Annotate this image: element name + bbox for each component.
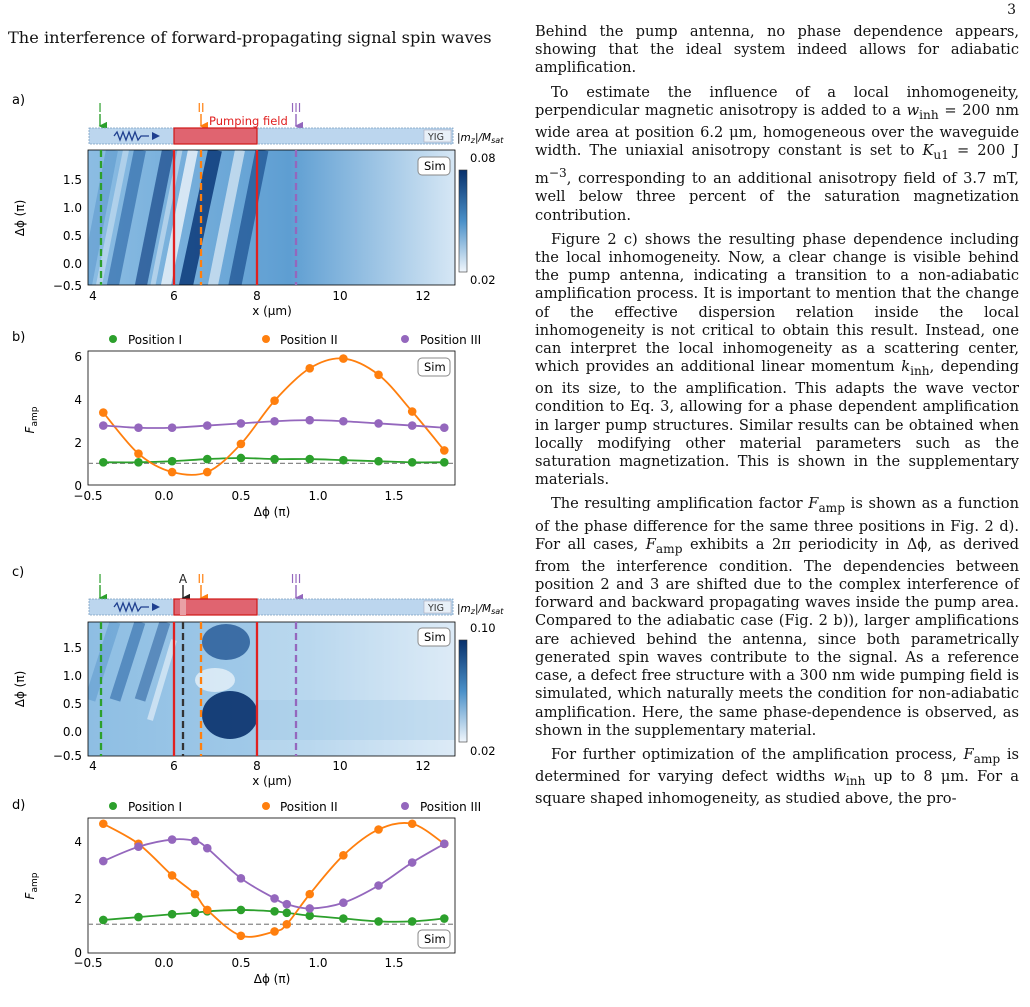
svg-text:0: 0 xyxy=(74,946,82,960)
legend-b-marker-2 xyxy=(262,335,270,343)
heatmap-c-yticks xyxy=(53,641,82,763)
svg-text:−0.5: −0.5 xyxy=(52,279,82,293)
colorbar-a-max: 0.08 xyxy=(470,151,496,165)
marker-c-II: II xyxy=(197,572,205,586)
data-point-b-2-6 xyxy=(270,396,279,405)
sim-label-c: Sim xyxy=(424,630,446,644)
svg-text:4: 4 xyxy=(89,289,97,303)
legend-d-text-1: Position I xyxy=(128,800,183,814)
data-point-d-1-1 xyxy=(99,916,108,925)
data-point-b-1-4 xyxy=(203,455,212,464)
page-number: 3 xyxy=(1007,2,1016,18)
svg-text:0.5: 0.5 xyxy=(62,229,82,243)
data-point-b-2-4 xyxy=(203,468,212,477)
legend-b-text-2: Position II xyxy=(280,333,338,347)
heatmap-a-yticks xyxy=(53,173,82,293)
heatmap-c-xlabel: x (μm) xyxy=(252,774,292,788)
data-point-b-1-1 xyxy=(99,458,108,467)
plot-d-ylabel: $F_{amp}$ xyxy=(23,872,40,900)
data-point-d-3-9 xyxy=(305,904,314,913)
paragraph-3: Figure 2 c) shows the resulting phase dependence including the local inhomogeneity. Now, a clear change is visible behind the pump antenna, indicating a transition to a non-adiabatic amplification process. It is important to mention that the change of the effective dispersion relation inside the local inhomogeneity is not critical to obtain this result. Instead, one can interpret the local inhomogeneity as a scattering center, which provides an additional linear momentum $k_{inh}$, depending on its size, to the amplification. This adapts the wave vector condition to Eq. 3, allowing for a phase dependent amplification in larger pump structures. Similar results can be obtained when locally modifying other material parameters such as the saturation magnetization. This is shown in the supplementary materials. xyxy=(535,230,1019,489)
svg-text:1.0: 1.0 xyxy=(62,669,82,683)
data-point-d-1-7 xyxy=(270,907,279,916)
legend-d-marker-3 xyxy=(401,802,409,810)
data-point-b-1-8 xyxy=(339,456,348,465)
panel-a-label: a) xyxy=(12,93,26,108)
data-point-d-3-7 xyxy=(270,894,279,903)
panel-c xyxy=(12,565,504,788)
pump-region xyxy=(174,128,257,144)
data-point-d-1-8 xyxy=(282,908,291,917)
yig-label-c: YIG xyxy=(428,603,444,614)
svg-text:1.5: 1.5 xyxy=(62,173,82,187)
data-point-d-3-2 xyxy=(134,842,143,851)
paragraph-5: For further optimization of the amplification process, $F_{amp}$ is determined for varying defect widths $w_{inh}$ up to 8 μm. For a square shaped inhomogeneity, as studied above, the pro- xyxy=(535,745,1019,808)
sim-label-d: Sim xyxy=(424,932,446,946)
marker-c-III: III xyxy=(290,572,302,586)
data-point-b-2-3 xyxy=(168,468,177,477)
heatmap-c-xticks xyxy=(89,759,430,773)
data-point-d-1-2 xyxy=(134,913,143,922)
data-point-b-3-7 xyxy=(305,416,314,425)
plot-b xyxy=(88,354,455,476)
text-column-right xyxy=(535,23,1019,814)
data-point-b-1-7 xyxy=(305,455,314,464)
panel-b xyxy=(12,330,481,519)
colorbar-a xyxy=(459,170,467,272)
pump-label: Pumping field xyxy=(209,114,288,128)
data-point-b-3-10 xyxy=(408,421,417,430)
marker-I: I xyxy=(98,101,102,115)
data-point-d-1-10 xyxy=(339,914,348,923)
data-point-b-3-3 xyxy=(168,423,177,432)
paragraph-4: The resulting amplification factor $F_{amp}$ is shown as a function of the phase difference for the same three positions in Fig. 2 d). For all cases, $F_{amp}$ exhibits a 2π periodicity in Δϕ, as derived from the interference condition. The dependencies between position 2 and 3 are shifted due to the complex interference of forward and backward propagating waves inside the pump area. Compared to the adiabatic case (Fig. 2 b)), larger amplifications are achieved behind the antenna, since both parametrically generated spin waves contribute to the signal. As a reference case, a defect free structure with a 300 nm wide pumping field is simulated, which naturally meets the condition for non-adiabatic amplification. Here, the same phase-dependence is observed, as shown in the supplementary material. xyxy=(535,495,1019,739)
svg-text:0.0: 0.0 xyxy=(154,956,174,970)
legend-b-marker-1 xyxy=(109,335,117,343)
data-point-b-2-10 xyxy=(408,407,417,416)
legend-d-marker-1 xyxy=(109,802,117,810)
data-point-b-1-6 xyxy=(270,455,279,464)
colorbar-c xyxy=(459,640,467,742)
pump-region-c xyxy=(174,599,257,615)
data-point-d-3-5 xyxy=(203,844,212,853)
data-point-d-1-11 xyxy=(374,917,383,926)
intro-line: The interference of forward-propagating signal spin waves xyxy=(8,28,492,47)
svg-text:2: 2 xyxy=(74,892,82,906)
data-point-b-3-8 xyxy=(339,417,348,426)
svg-text:12: 12 xyxy=(415,759,431,773)
heatmap-a-xlabel: x (μm) xyxy=(252,304,292,318)
data-point-b-1-2 xyxy=(134,458,143,467)
svg-text:−0.5: −0.5 xyxy=(73,956,103,970)
data-point-b-1-3 xyxy=(168,457,177,466)
svg-text:10: 10 xyxy=(332,759,348,773)
plot-b-yticks xyxy=(74,350,82,493)
svg-text:0.5: 0.5 xyxy=(231,956,251,970)
data-point-d-3-6 xyxy=(237,874,246,883)
data-point-b-3-4 xyxy=(203,421,212,430)
data-point-b-1-5 xyxy=(237,454,246,463)
data-point-d-2-10 xyxy=(339,851,348,860)
svg-text:2: 2 xyxy=(74,436,82,450)
svg-text:4: 4 xyxy=(74,393,82,407)
plot-d-xticks xyxy=(73,956,403,970)
data-point-b-2-9 xyxy=(374,370,383,379)
data-point-d-3-8 xyxy=(282,900,291,909)
data-point-b-3-11 xyxy=(440,423,449,432)
svg-text:−0.5: −0.5 xyxy=(52,749,82,763)
legend-d-marker-2 xyxy=(262,802,270,810)
plot-b-ylabel: $F_{amp}$ xyxy=(23,406,40,434)
data-point-d-2-12 xyxy=(408,819,417,828)
panel-c-label: c) xyxy=(12,565,25,580)
data-point-d-2-8 xyxy=(282,920,291,929)
svg-text:0.5: 0.5 xyxy=(62,697,82,711)
svg-text:−0.5: −0.5 xyxy=(73,489,103,503)
svg-text:8: 8 xyxy=(253,289,261,303)
plot-d xyxy=(88,819,455,940)
data-point-b-3-5 xyxy=(237,419,246,428)
plot-b-xticks xyxy=(73,489,403,503)
data-point-d-1-6 xyxy=(237,906,246,915)
data-point-b-3-1 xyxy=(99,421,108,430)
panel-d-label: d) xyxy=(12,798,26,813)
heatmap-c-ylabel: Δϕ (π) xyxy=(13,670,27,708)
legend-d-text-3: Position III xyxy=(420,800,482,814)
data-point-b-2-5 xyxy=(237,440,246,449)
legend-b-marker-3 xyxy=(401,335,409,343)
data-point-b-3-6 xyxy=(270,417,279,426)
data-point-d-3-12 xyxy=(408,858,417,867)
data-point-b-2-11 xyxy=(440,446,449,455)
svg-text:0.0: 0.0 xyxy=(62,725,82,739)
data-point-b-1-11 xyxy=(440,458,449,467)
plot-d-yticks xyxy=(74,835,82,960)
data-point-d-1-13 xyxy=(440,914,449,923)
sim-label-a: Sim xyxy=(424,159,446,173)
svg-text:1.5: 1.5 xyxy=(384,489,404,503)
svg-text:8: 8 xyxy=(253,759,261,773)
mz-label-c: |mz|/Msat xyxy=(457,603,504,616)
svg-text:0: 0 xyxy=(74,479,82,493)
defect-region xyxy=(180,599,186,615)
marker-III: III xyxy=(290,101,302,115)
colorbar-a-min: 0.02 xyxy=(470,273,496,287)
figure-2 xyxy=(0,48,515,1007)
svg-text:6: 6 xyxy=(170,759,178,773)
plot-b-frame xyxy=(88,351,455,485)
paragraph-2: To estimate the influence of a local inhomogeneity, perpendicular magnetic anisotropy is added to a $w_{inh} = 200$ nm wide area at position 6.2 μm, homogeneous over the waveguide width. The uniaxial anisotropy constant is set to $K_{u1} = 200$ J $m^{-3}$, corresponding to an additional anisotropy field of 3.7 mT, well below three percent of the saturation magnetization contribution. xyxy=(535,83,1019,224)
heatmap-a-ylabel: Δϕ (π) xyxy=(13,199,27,237)
data-point-d-1-12 xyxy=(408,917,417,926)
plot-b-xlabel: Δϕ (π) xyxy=(253,505,291,519)
marker-c-A: A xyxy=(178,572,188,586)
legend-d xyxy=(109,800,481,814)
data-point-b-2-2 xyxy=(134,449,143,458)
colorbar-c-max: 0.10 xyxy=(470,621,496,635)
data-point-d-3-1 xyxy=(99,857,108,866)
data-point-d-3-13 xyxy=(440,840,449,849)
data-point-d-2-1 xyxy=(99,819,108,828)
colorbar-c-min: 0.02 xyxy=(470,744,496,758)
heatmap-a-xticks xyxy=(89,289,430,303)
data-point-b-2-8 xyxy=(339,354,348,363)
panel-d xyxy=(12,798,481,986)
svg-text:12: 12 xyxy=(415,289,431,303)
svg-text:0.5: 0.5 xyxy=(231,489,251,503)
svg-text:6: 6 xyxy=(170,289,178,303)
svg-text:0.0: 0.0 xyxy=(62,257,82,271)
paragraph-1: Behind the pump antenna, no phase dependence appears, showing that the ideal system indeed allows for adiabatic amplification. xyxy=(535,23,1019,77)
series-line-d-2 xyxy=(103,823,444,937)
marker-c-I: I xyxy=(98,572,102,586)
sim-label-b: Sim xyxy=(424,360,446,374)
data-point-d-2-11 xyxy=(374,825,383,834)
yig-label: YIG xyxy=(428,132,444,143)
svg-text:1.0: 1.0 xyxy=(308,489,328,503)
data-point-d-2-4 xyxy=(191,890,200,899)
data-point-d-2-9 xyxy=(305,890,314,899)
svg-text:10: 10 xyxy=(332,289,348,303)
data-point-b-2-7 xyxy=(305,364,314,373)
data-point-d-2-6 xyxy=(237,931,246,940)
mz-label: |mz|/Msat xyxy=(457,132,504,145)
data-point-d-3-3 xyxy=(168,835,177,844)
legend-d-text-2: Position II xyxy=(280,800,338,814)
svg-text:1.0: 1.0 xyxy=(62,201,82,215)
svg-text:1.5: 1.5 xyxy=(62,641,82,655)
data-point-d-2-3 xyxy=(168,871,177,880)
data-point-b-3-2 xyxy=(134,423,143,432)
svg-text:0.0: 0.0 xyxy=(154,489,174,503)
plot-d-xlabel: Δϕ (π) xyxy=(253,972,291,986)
data-point-d-2-7 xyxy=(270,927,279,936)
panel-a xyxy=(12,93,504,318)
data-point-b-1-10 xyxy=(408,458,417,467)
svg-text:1.0: 1.0 xyxy=(308,956,328,970)
data-point-d-3-10 xyxy=(339,898,348,907)
data-point-b-2-1 xyxy=(99,408,108,417)
svg-text:6: 6 xyxy=(74,350,82,364)
marker-II: II xyxy=(197,101,205,115)
svg-text:4: 4 xyxy=(74,835,82,849)
panel-b-label: b) xyxy=(12,330,26,345)
legend-b-text-3: Position III xyxy=(420,333,482,347)
svg-text:4: 4 xyxy=(89,759,97,773)
data-point-d-3-11 xyxy=(374,881,383,890)
svg-text:1.5: 1.5 xyxy=(384,956,404,970)
legend-b-text-1: Position I xyxy=(128,333,183,347)
data-point-d-1-4 xyxy=(191,908,200,917)
legend-b xyxy=(109,333,481,347)
data-point-d-1-3 xyxy=(168,910,177,919)
data-point-b-3-9 xyxy=(374,419,383,428)
data-point-d-2-5 xyxy=(203,906,212,915)
data-point-d-3-4 xyxy=(191,837,200,846)
data-point-b-1-9 xyxy=(374,457,383,466)
